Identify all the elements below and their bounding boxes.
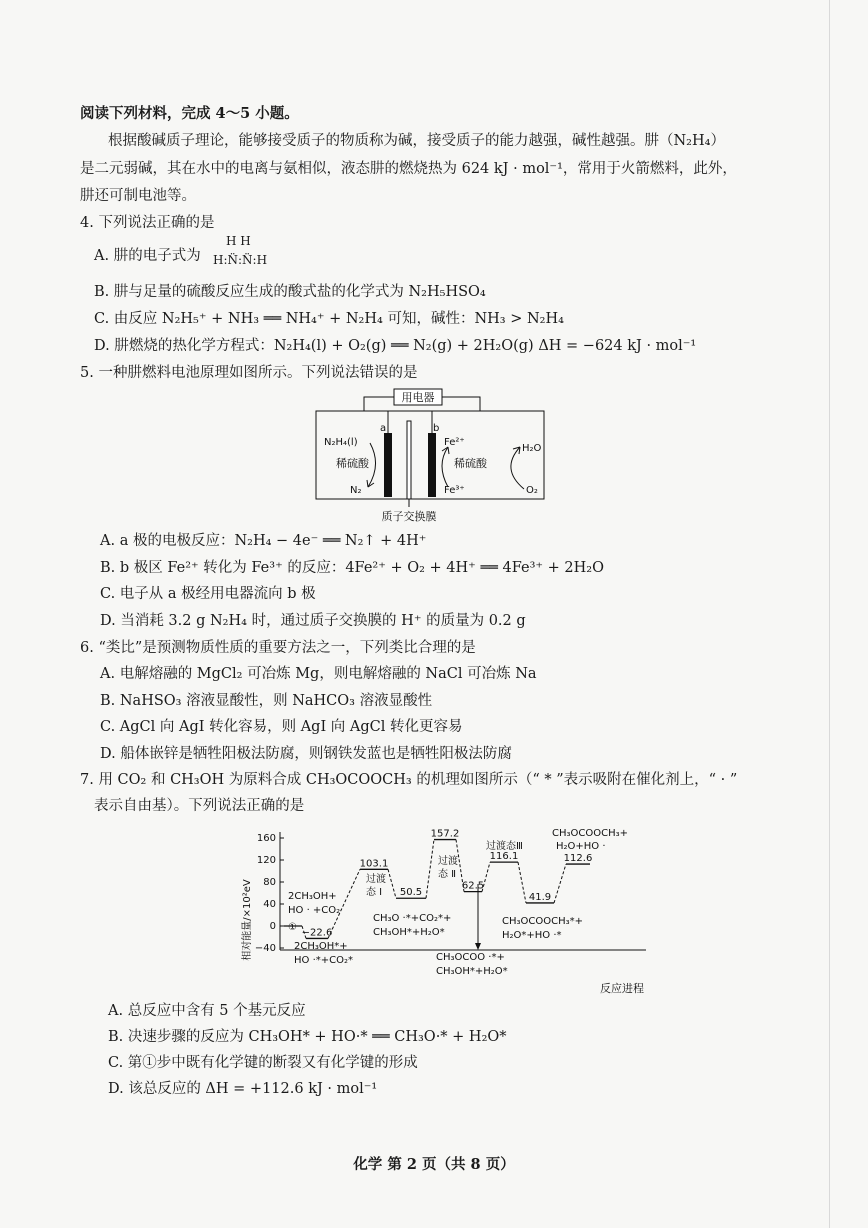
q7-option-b: B. 决速步骤的反应为 CH₃OH* + HO·* ══ CH₃O·* + H₂O*	[108, 1029, 507, 1045]
step-arrowhead	[475, 943, 481, 950]
q4-option-a	[94, 247, 201, 265]
left-reactant: N₂H₄(l)	[324, 437, 358, 448]
species-s3-line1: CH₃OCOO ·*+	[436, 952, 505, 963]
energy-connector	[426, 840, 434, 899]
electrode-b	[428, 433, 436, 497]
species-s4-line1: CH₃OCOOCH₃*+	[502, 916, 583, 927]
energy-value-label: 62.5	[461, 880, 485, 892]
q6-option-d: D. 船体嵌锌是牺牲阳极法防腐，则钢铁发蓝也是牺牲阳极法防腐	[100, 746, 512, 762]
q4-option-c: C. 由反应 N₂H₅⁺ + NH₃ ══ NH₄⁺ + N₂H₄ 可知，碱性：NH₃ > N₂H₄	[94, 311, 564, 327]
q5-option-b: B. b 极区 Fe²⁺ 转化为 Fe³⁺ 的反应：4Fe²⁺ + O₂ + 4H⁺ ══ 4Fe³⁺ + 2H₂O	[100, 560, 604, 576]
q5-option-c: C. 电子从 a 极经用电器流向 b 极	[100, 586, 316, 602]
ts2-line1: 过渡	[438, 856, 458, 867]
y-axis-label: 相对能量/×10²eV	[242, 879, 253, 961]
intro-paragraph-line2: 是二元弱碱，其在水中的电离与氨相似，液态肼的燃烧热为 624 kJ · mol⁻¹，常用于火箭燃料，此外，	[80, 161, 737, 177]
q6-option-b: B. NaHSO₃ 溶液显酸性，则 NaHCO₃ 溶液显酸性	[100, 693, 433, 709]
y-tick-label: 40	[263, 899, 276, 910]
wire-left	[364, 397, 394, 433]
q7-option-d: D. 该总反应的 ΔH = +112.6 kJ · mol⁻¹	[108, 1081, 378, 1097]
energy-connector	[554, 864, 566, 903]
membrane-label: 质子交换膜	[381, 510, 437, 523]
species-s2-line2: CH₃OH*+H₂O*	[373, 927, 445, 938]
q5-option-d: D. 当消耗 3.2 g N₂H₄ 时，通过质子交换膜的 H⁺ 的质量为 0.2 g	[100, 613, 526, 629]
label-b: b	[433, 423, 440, 434]
q7-stem-line1: 7. 用 CO₂ 和 CH₃OH 为原料合成 CH₃OCOOCH₃ 的机理如图所示（“ * ”表示吸附在催化剂上，“ · ”	[80, 772, 738, 788]
page-edge	[829, 0, 830, 1228]
right-solution: 稀硫酸	[454, 457, 487, 470]
left-solution: 稀硫酸	[336, 457, 369, 470]
species-s4-line2: H₂O*+HO ·*	[502, 930, 562, 941]
energy-connector	[388, 869, 396, 898]
electrode-a	[384, 433, 392, 497]
q6-option-a: A. 电解熔融的 MgCl₂ 可冶炼 Mg，则电解熔融的 NaCl 可冶炼 Na	[100, 666, 537, 682]
species-s0-line1: 2CH₃OH+	[288, 891, 337, 902]
intro-paragraph-line1: 根据酸碱质子理论，能够接受质子的物质称为碱，接受质子的能力越强，碱性越强。肼（N₂H₄）	[108, 133, 725, 149]
x-axis-label: 反应进程	[600, 982, 644, 995]
y-tick-label: 120	[256, 855, 276, 866]
y-tick-label: 0	[269, 921, 276, 932]
q5-stem: 5. 一种肼燃料电池原理如图所示。下列说法错误的是	[80, 365, 418, 381]
electron-formula-top: H H	[226, 234, 251, 248]
energy-profile-chart	[236, 822, 656, 998]
ts1-line2: 态 Ⅰ	[366, 887, 383, 898]
q7-option-a: A. 总反应中含有 5 个基元反应	[108, 1003, 306, 1019]
right-arrow-fe	[442, 447, 448, 487]
fuel-cell-diagram	[310, 385, 550, 525]
q7-option-c: C. 第①步中既有化学键的断裂又有化学键的形成	[108, 1055, 418, 1071]
q6-stem: 6. “类比”是预测物质性质的重要方法之一，下列类比合理的是	[80, 640, 476, 656]
y-tick-label: 80	[263, 877, 276, 888]
proton-membrane	[407, 421, 411, 499]
species-s2-line1: CH₃O ·*+CO₂*+	[373, 913, 452, 924]
intro-paragraph-line3: 肼还可制电池等。	[80, 188, 196, 204]
y-tick-label: 160	[256, 833, 276, 844]
energy-value-label: −22.6	[301, 927, 333, 939]
species-s5-line2: H₂O+HO ·	[556, 841, 606, 852]
right-fe2: Fe²⁺	[444, 437, 465, 448]
species-s3-line2: CH₃OH*+H₂O*	[436, 966, 508, 977]
energy-value-label: 41.9	[528, 891, 552, 903]
left-product: N₂	[350, 485, 362, 496]
right-o2: O₂	[526, 485, 538, 496]
ts3-label: 过渡态Ⅲ	[486, 841, 523, 852]
energy-value-label: 116.1	[489, 851, 519, 863]
energy-connector	[328, 869, 360, 938]
q4-stem: 4. 下列说法正确的是	[80, 215, 215, 231]
electron-formula-mid: H:N̈:N̈:H	[213, 253, 268, 267]
species-s0-line2: HO · +CO₂	[288, 905, 341, 916]
q6-option-c: C. AgCl 向 AgI 转化容易，则 AgI 向 AgCl 转化更容易	[100, 719, 463, 735]
y-tick-label: −40	[254, 943, 276, 954]
q4-option-d: D. 肼燃烧的热化学方程式：N₂H₄(l) + O₂(g) ══ N₂(g) + 2H₂O(g) ΔH = −624 kJ · mol⁻¹	[94, 338, 697, 354]
reading-heading: 阅读下列材料，完成 4～5 小题。	[80, 105, 299, 122]
energy-value-label: 112.6	[563, 853, 593, 865]
species-s1-line2: HO ·*+CO₂*	[294, 955, 353, 966]
label-a: a	[380, 423, 387, 434]
page-footer: 化学 第 2 页（共 8 页）	[353, 1156, 515, 1173]
left-arrow	[368, 443, 376, 487]
species-s5-line1: CH₃OCOOCH₃+	[552, 828, 628, 839]
device-label: 用电器	[401, 391, 435, 404]
step1-marker: ①	[288, 922, 297, 933]
q4-option-b: B. 肼与足量的硫酸反应生成的酸式盐的化学式为 N₂H₅HSO₄	[94, 284, 486, 300]
ts2-line2: 态 Ⅱ	[438, 869, 457, 880]
species-s1-line1: 2CH₃OH*+	[294, 941, 348, 952]
energy-connector	[518, 862, 526, 903]
q5-option-a: A. a 极的电极反应：N₂H₄ − 4e⁻ ══ N₂↑ + 4H⁺	[100, 533, 427, 549]
energy-value-label: 157.2	[430, 828, 460, 840]
ts1-line1: 过渡	[366, 874, 386, 885]
right-fe3: Fe³⁺	[444, 485, 465, 496]
q7-stem-line2: 表示自由基）。下列说法正确的是	[94, 798, 305, 814]
energy-value-label: 50.5	[399, 887, 423, 899]
energy-value-label: 103.1	[359, 858, 389, 870]
q4-option-a-text: A. 肼的电子式为	[94, 248, 201, 264]
right-h2o: H₂O	[522, 443, 542, 454]
